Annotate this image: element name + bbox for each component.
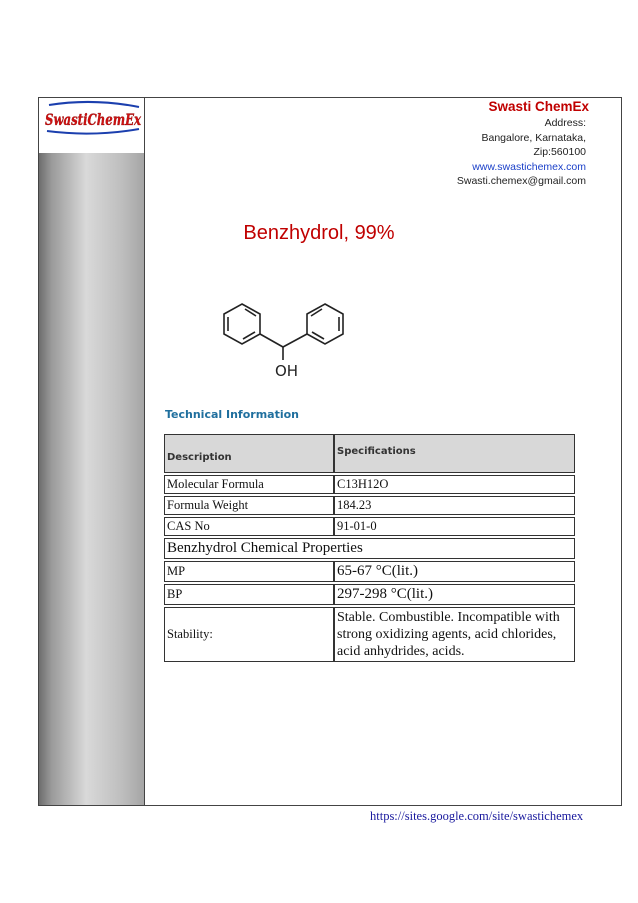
- specification-table: [164, 432, 575, 664]
- logo-text: SwastiChemEx: [45, 110, 142, 129]
- sidebar-divider: [144, 98, 145, 806]
- hydroxyl-label: OH: [275, 362, 299, 380]
- zip-code: Zip:560100: [533, 146, 586, 158]
- row-label: Molecular Formula: [164, 475, 334, 494]
- sidebar-gradient: [39, 153, 144, 805]
- company-name: Swasti ChemEx: [488, 99, 589, 114]
- header-description: Description: [164, 434, 334, 473]
- row-value: 91-01-0: [334, 517, 575, 536]
- address-label: Address:: [544, 117, 586, 129]
- properties-title: Benzhydrol Chemical Properties: [164, 538, 575, 559]
- row-label: Formula Weight: [164, 496, 334, 515]
- row-label: BP: [164, 584, 334, 605]
- table-row: [164, 561, 575, 582]
- table-row: [164, 584, 575, 605]
- row-label: Stability:: [164, 607, 334, 662]
- product-title: Benzhydrol, 99%: [243, 222, 395, 244]
- section-title: Technical Information: [165, 408, 299, 421]
- footer-link[interactable]: https://sites.google.com/site/swastichemex: [370, 809, 584, 823]
- company-logo: [43, 101, 143, 139]
- table-row: [164, 496, 575, 515]
- row-value: C13H12O: [334, 475, 575, 494]
- row-value: 297-298 °C(lit.): [334, 584, 575, 605]
- company-info: [456, 98, 589, 189]
- row-label: MP: [164, 561, 334, 582]
- row-label: CAS No: [164, 517, 334, 536]
- address-line: Bangalore, Karnataka,: [481, 131, 586, 144]
- email-address[interactable]: Swasti.chemex@gmail.com: [456, 175, 586, 187]
- row-value: 65-67 °C(lit.): [334, 561, 575, 582]
- table-row: [164, 607, 575, 662]
- table-row: [164, 475, 575, 494]
- header-specifications: Specifications: [334, 434, 575, 473]
- properties-section-row: [164, 538, 575, 559]
- table-header-row: [164, 434, 575, 473]
- table-row: [164, 517, 575, 536]
- website-link[interactable]: www.swastichemex.com: [472, 160, 586, 173]
- row-value: 184.23: [334, 496, 575, 515]
- benzhydrol-structure: [212, 296, 362, 386]
- row-value: Stable. Combustible. Incompatible with strong oxidizing agents, acid chlorides, acid anhydrides, acids.: [334, 607, 575, 662]
